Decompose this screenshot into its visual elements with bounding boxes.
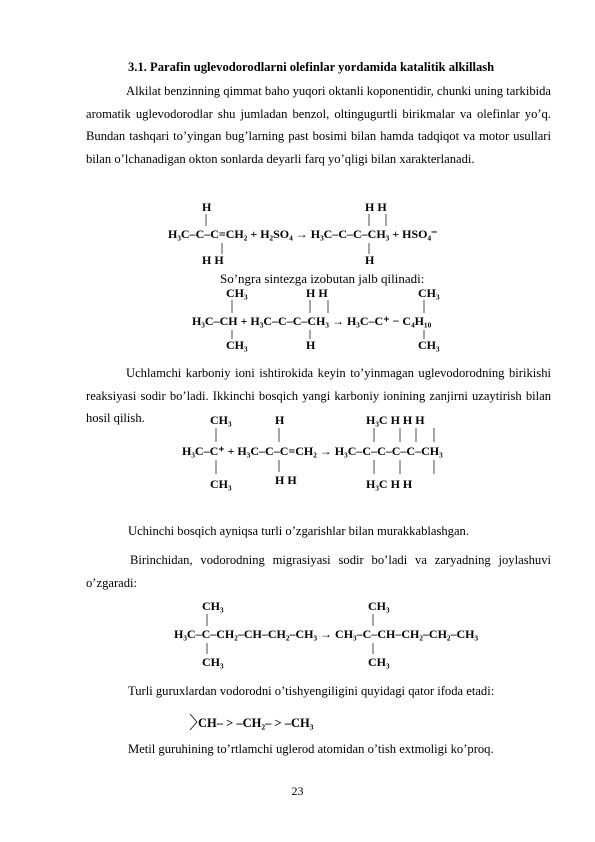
text-third-stage: Uchinchi bosqich ayniqsa turli o’zgarishlar bilan murakkablashgan. [128,524,469,538]
eq3-top-1: CH₃ [210,413,232,427]
paragraph-carbonium: Uchlamchi karboniy ioni ishtirokida keyin to’yinmagan uglevodorodning birikishi reaksiyasi sodir bo’ladi. Ikkinchi bosqich yangi karboniy ionining zanjirni uzaytirish bilan hosil qilish. [86,366,551,426]
eq1-caption: So’ngra sintezga izobutan jalb qilinadi: [220,271,425,286]
eq4-bottom-2: CH₃ [368,655,390,669]
eq4-bottom-1: CH₃ [202,655,224,669]
eq3-top-2: H [275,413,285,427]
eq3-bottom-2: H H [275,473,297,487]
eq1-bottom-left: H H [202,253,224,267]
eq2-bottom-1: CH₃ [226,338,248,352]
page-number: 23 [291,784,304,798]
text-hydrogen-order: Turli guruxlardan vodorodni o’tishyengiligini quyidagi qator ifoda etadi: [128,684,495,698]
eq4-top-2: CH₃ [368,599,390,613]
equation-isobutane [188,285,508,355]
eq2-bottom-3: CH₃ [418,338,440,352]
eq4-main: H₃C–C–CH₂–CH–CH₂–CH₃ → CH₃–C–CH–CH₂–CH₂–CH₃ [174,627,479,641]
eq2-top-3: CH₃ [418,286,440,300]
eq3-top-3: H₃C H H H [366,413,425,427]
eq3-bottom-3: H₃C H H [366,477,413,491]
equation-chain-growth [180,410,490,520]
eq2-bottom-2: H [306,338,316,352]
eq2-top-2: H H [306,286,328,300]
equation-order [188,708,358,734]
eq1-main: H₃C–C–C=CH₂ + H₂SO₄ → H₃C–C–C–CH₃ + HSO₄⁻ [168,227,438,241]
eq5-text: CH– > –CH₂– > –CH₃ [198,716,314,730]
eq2-top-1: CH₃ [226,286,248,300]
section-heading: 3.1. Parafin uglevodorodlarni olefinlar yordamida katalitik alkillash [128,60,495,74]
eq3-main: H₃C–C⁺ + H₃C–C–C=CH₂ → H₃C–C–C–C–C–CH₃ [182,444,443,458]
paragraph-intro: Alkilat benzinning qimmat baho yuqori oktanli koponentidir, chunki uning tarkibida aromatik uglevodorodlar shu jumladan benzol, oltingugurtli birikmalar va olefinlar yo’q. Bundan tashqari to’yingan bug’larning past bosimi bilan hamda tadqiqot va motor usullari bilan o’lchanadigan okton sonlarda deyarli farq yo’qligi bilan xarakterlanadi. [86,84,551,166]
equation-hydrogen-migration [172,596,522,676]
text-methyl-group: Metil guruhining to’rtlamchi uglerod atomidan o’tish extmoligi ko’proq. [128,742,494,756]
paragraph-migration: Birinchidan, vodorodning migrasiyasi sodir bo’ladi va zaryadning joylashuvi o’zgaradi: [86,553,551,590]
eq4-top-1: CH₃ [202,599,224,613]
eq1-bottom-right: H [365,253,375,267]
eq3-bottom-1: CH₃ [210,477,232,491]
eq1-top-right: H H [365,200,387,214]
eq2-main: H₃C–CH + H₃C–C–C–CH₃ → H₃C–C⁺ − C₄H₁₀ [192,314,432,328]
eq1-top-left: H [202,200,212,214]
